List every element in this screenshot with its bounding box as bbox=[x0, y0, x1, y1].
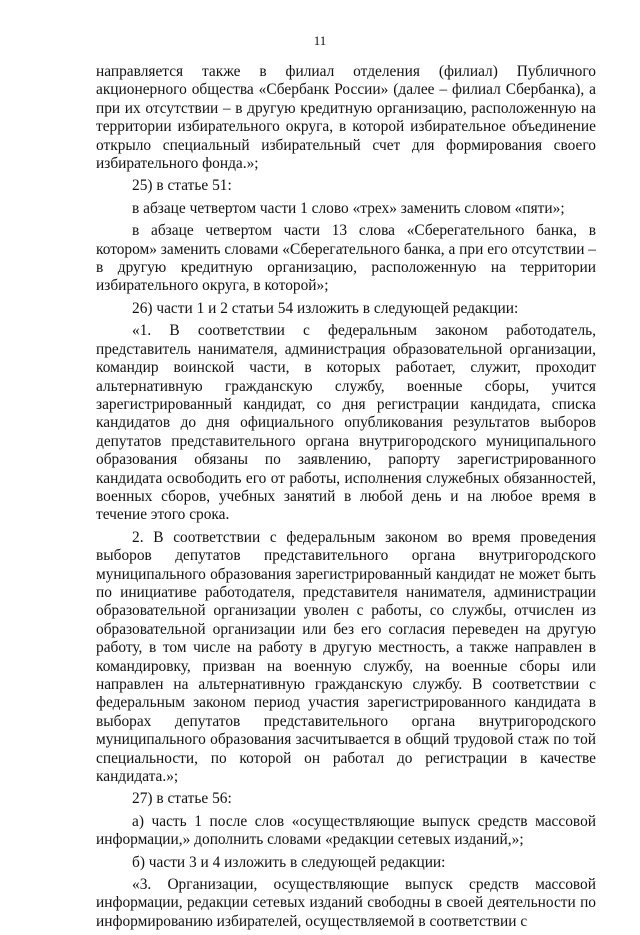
document-body bbox=[96, 63, 596, 935]
page-number: 11 bbox=[313, 33, 327, 48]
paragraph: «1. В соответствии с федеральным законом работодатель, представитель нанимателя, администрация образовательной организации, командир воинской части, в которых работает, служит, проходит альтернативную гражданскую службу, военные сборы, учится зарегистрированный кандидат, со дня регистрации кандидата, списка кандидатов до дня официального опубликования результатов выборов депутатов представительного органа внутригородского муниципального образования обязаны по заявлению, рапорту зарегистрированного кандидата освободить его от работы, исполнения служебных обязанностей, военных сборов, учебных занятий в любой день и на любое время в течение этого срока. bbox=[96, 322, 596, 524]
paragraph: 26) части 1 и 2 статьи 54 изложить в следующей редакции: bbox=[132, 299, 519, 317]
paragraph: 27) в статье 56: bbox=[132, 790, 232, 808]
paragraph: а) часть 1 после слов «осуществляющие выпуск средств массовой информации,» дополнить словами «редакции сетевых изданий,»; bbox=[96, 812, 596, 849]
paragraph: 25) в статье 51: bbox=[132, 177, 232, 195]
paragraph: в абзаце четвертом части 13 слова «Сберегательного банка, в котором» заменить словами «Сберегательного банка, а при его отсутствии – в другую кредитную организацию, расположенную на территории избирательного округа, в которой»; bbox=[96, 222, 596, 295]
paragraph: «3. Организации, осуществляющие выпуск средств массовой информации, редакции сетевых изданий свободны в своей деятельности по информированию избирателей, осуществляемой в соответствии с bbox=[96, 876, 596, 930]
paragraph: направляется также в филиал отделения (филиал) Публичного акционерного общества «Сбербанк России» (далее – филиал Сбербанка), а при их отсутствии – в другую кредитную организацию, расположенную на территории избирательного округа, в которой избирательное объединение открыло специальный избирательный счет для формирования своего избирательного фонда.»; bbox=[96, 63, 596, 173]
paragraph: 2. В соответствии с федеральным законом во время проведения выборов депутатов представительного органа внутригородского муниципального образования зарегистрированный кандидат не может быть по инициативе работодателя, представителя нанимателя, администрации образовательной организации уволен с работы, со службы, отчислен из образовательной организации или без его согласия переведен на другую работу, в том числе на работу в другую местность, а также направлен в командировку, призван на военную службу, на военные сборы или направлен на альтернативную гражданскую службу. В соответствии с федеральным законом период участия зарегистрированного кандидата в выборах депутатов представительного органа внутригородского муниципального образования засчитывается в общий трудовой стаж по той специальности, по которой он работал до регистрации в качестве кандидата.»; bbox=[96, 528, 596, 786]
paragraph: в абзаце четвертом части 1 слово «трех» заменить словом «пяти»; bbox=[132, 199, 565, 217]
paragraph: б) части 3 и 4 изложить в следующей редакции: bbox=[132, 853, 446, 871]
